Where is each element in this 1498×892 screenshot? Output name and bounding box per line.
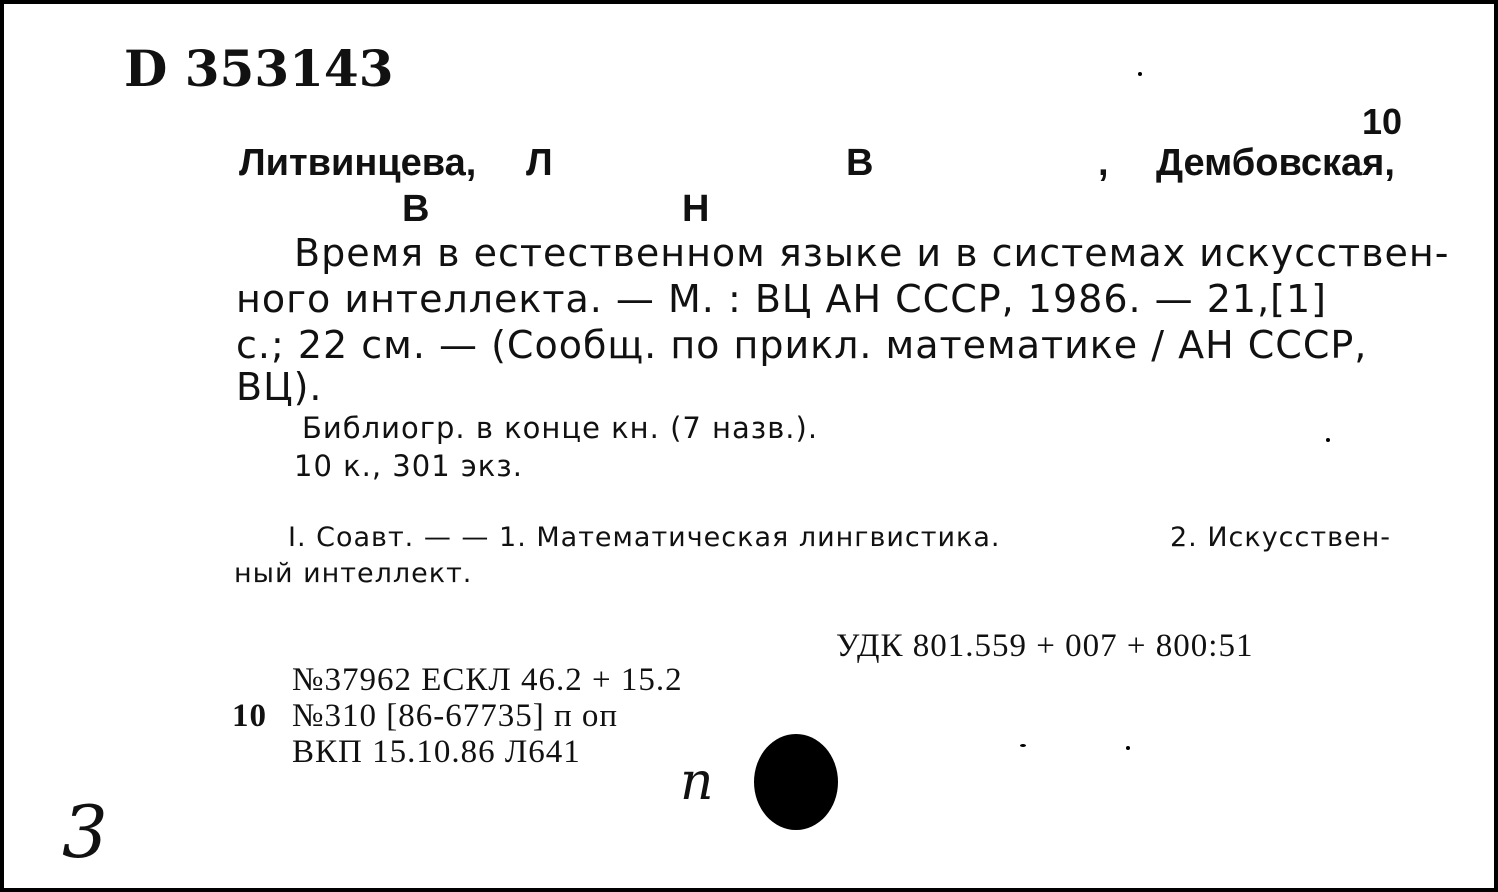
author-initial-2a: В <box>402 188 430 230</box>
dust-speck <box>1326 438 1330 442</box>
dust-speck <box>1020 744 1026 747</box>
dust-speck <box>1138 72 1142 76</box>
call-number: D 353143 <box>124 39 394 98</box>
tracings-subject-2: 2. Искусствен- <box>1170 522 1392 553</box>
author-surname-2: Дембовская, <box>1156 142 1395 184</box>
author-initial-2b: Н <box>682 188 710 230</box>
bibliography-note: Библиогр. в конце кн. (7 назв.). <box>302 411 819 445</box>
title-line-3: с.; 22 см. — (Сообщ. по прикл. математике / АН СССР, <box>236 323 1368 367</box>
accession-line-3: ВКП 15.10.86 Л641 <box>292 734 581 770</box>
hand-mark: n <box>680 752 714 812</box>
accession-line-1: №37962 ЕСКЛ 46.2 + 15.2 <box>292 662 683 698</box>
accession-line-2: №310 [86-67735] п оп <box>292 698 619 734</box>
corner-mark: 3 <box>62 790 108 874</box>
price-print-run: 10 к., 301 экз. <box>294 449 523 483</box>
author-comma: , <box>1098 142 1109 184</box>
title-line-4: ВЦ). <box>236 365 323 409</box>
accession-prefix: 10 <box>232 698 267 734</box>
author-surname-1: Литвинцева, <box>239 142 477 184</box>
ink-dot <box>754 734 838 830</box>
title-line-2: ного интеллекта. — М. : ВЦ АН СССР, 1986. — 21,[1] <box>236 277 1328 321</box>
tracings-line-2: ный интеллект. <box>234 558 473 589</box>
title-line-1: Время в естественном языке и в системах искусствен- <box>294 231 1450 275</box>
tracings-line-1: I. Соавт. — — 1. Математическая лингвистика. <box>288 522 1001 553</box>
author-initial-1a: Л <box>526 142 553 184</box>
heading-number: 10 <box>1362 101 1403 142</box>
udc-index: УДК 801.559 + 007 + 800:51 <box>836 628 1254 664</box>
dust-speck <box>1126 746 1130 750</box>
author-initial-1b: В <box>846 142 874 184</box>
